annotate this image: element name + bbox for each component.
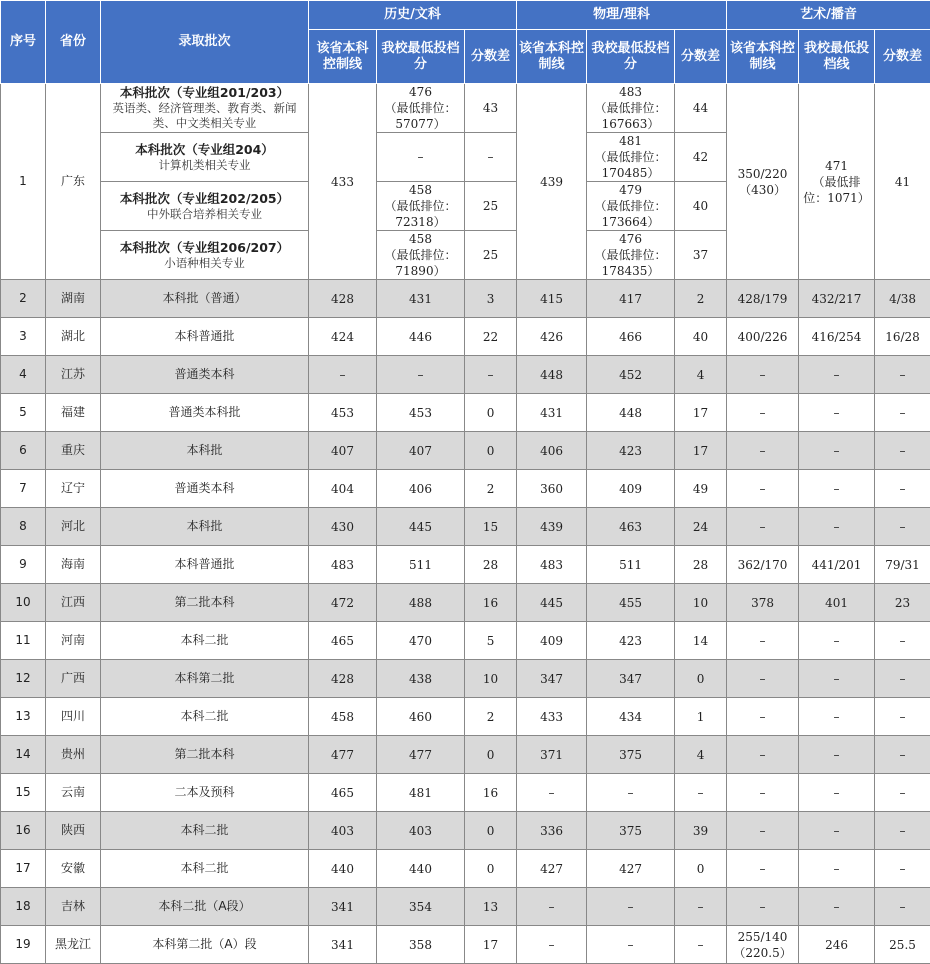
- hist-diff-cell: 0: [465, 394, 517, 432]
- art-min-score-cell: –: [799, 850, 875, 888]
- art-diff-cell: –: [875, 432, 930, 470]
- art-diff-cell: 41: [875, 84, 930, 280]
- art-min-score-cell: 432/217: [799, 280, 875, 318]
- province-cell: 广西: [46, 660, 101, 698]
- table-row: [1, 470, 930, 508]
- province-cell: 陕西: [46, 812, 101, 850]
- hist-min-score-cell: 431: [377, 280, 465, 318]
- hist-min-score-cell: 440: [377, 850, 465, 888]
- phys-diff-cell: 39: [675, 812, 727, 850]
- hist-control-line-cell: 477: [309, 736, 377, 774]
- province-cell: 云南: [46, 774, 101, 812]
- batch-cell: 二本及预科: [101, 774, 309, 812]
- province-cell: 黑龙江: [46, 926, 101, 964]
- phys-min-score-cell: 375: [587, 736, 675, 774]
- seq-cell: 4: [1, 356, 46, 394]
- phys-diff-cell: 1: [675, 698, 727, 736]
- batch-title: 本科批次（专业组206/207）: [103, 240, 306, 256]
- hist-control-line-cell: 472: [309, 584, 377, 622]
- art-control-line-cell: –: [727, 850, 799, 888]
- art-diff-cell: –: [875, 508, 930, 546]
- hist-diff-cell: –: [465, 356, 517, 394]
- art-diff-cell: –: [875, 736, 930, 774]
- art-control-line-cell: –: [727, 432, 799, 470]
- province-cell: 辽宁: [46, 470, 101, 508]
- art-diff-cell: –: [875, 850, 930, 888]
- art-min-score-cell: 441/201: [799, 546, 875, 584]
- seq-cell: 3: [1, 318, 46, 356]
- phys-diff-cell: 14: [675, 622, 727, 660]
- hist-min-score-cell: 453: [377, 394, 465, 432]
- hist-diff-cell: 2: [465, 470, 517, 508]
- table-row: [1, 508, 930, 546]
- phys-min-score-cell: 375: [587, 812, 675, 850]
- phys-control-line-cell: 360: [517, 470, 587, 508]
- art-min-score-cell: 471 （最低排 位：1071）: [799, 84, 875, 280]
- table-row-guangdong-group-1: [1, 84, 930, 133]
- hist-control-line-cell: 403: [309, 812, 377, 850]
- table-row: [1, 394, 930, 432]
- art-diff-cell: 4/38: [875, 280, 930, 318]
- phys-min-score-cell: 476 （最低排位： 178435）: [587, 231, 675, 280]
- phys-min-score-cell: 466: [587, 318, 675, 356]
- hist-min-score-cell: 358: [377, 926, 465, 964]
- phys-min-score-cell: –: [587, 926, 675, 964]
- hist-min-score-cell: 438: [377, 660, 465, 698]
- phys-control-line-cell: –: [517, 774, 587, 812]
- art-control-line-cell: 378: [727, 584, 799, 622]
- phys-min-score-cell: 511: [587, 546, 675, 584]
- province-cell: 福建: [46, 394, 101, 432]
- art-control-line-cell: 350/220 （430）: [727, 84, 799, 280]
- art-control-line-cell: –: [727, 622, 799, 660]
- batch-cell: 本科批: [101, 508, 309, 546]
- art-min-score-cell: –: [799, 432, 875, 470]
- batch-cell: 普通类本科批: [101, 394, 309, 432]
- art-diff-cell: –: [875, 812, 930, 850]
- phys-diff-cell: –: [675, 774, 727, 812]
- seq-cell: 14: [1, 736, 46, 774]
- phys-control-line-cell: 445: [517, 584, 587, 622]
- table-row: [1, 584, 930, 622]
- art-diff-cell: –: [875, 698, 930, 736]
- art-min-score-cell: –: [799, 394, 875, 432]
- batch-subtitle: 中外联合培养相关专业: [103, 207, 306, 222]
- batch-cell: 本科批: [101, 432, 309, 470]
- hist-min-score-cell: 488: [377, 584, 465, 622]
- hist-control-line-cell: 465: [309, 622, 377, 660]
- phys-control-line-cell: 433: [517, 698, 587, 736]
- phys-control-line-cell: 347: [517, 660, 587, 698]
- art-min-score-cell: 246: [799, 926, 875, 964]
- hist-min-score-cell: 458 （最低排位： 71890）: [377, 231, 465, 280]
- art-diff-cell: –: [875, 470, 930, 508]
- batch-cell: 本科二批: [101, 812, 309, 850]
- header-art-control-line: 该省本科控制线: [727, 30, 799, 84]
- art-control-line-cell: –: [727, 470, 799, 508]
- batch-cell: 第二批本科: [101, 584, 309, 622]
- province-cell: 江西: [46, 584, 101, 622]
- table-row: [1, 812, 930, 850]
- phys-diff-cell: 24: [675, 508, 727, 546]
- hist-min-score-cell: –: [377, 356, 465, 394]
- phys-control-line-cell: 415: [517, 280, 587, 318]
- hist-diff-cell: 43: [465, 84, 517, 133]
- art-min-score-cell: 401: [799, 584, 875, 622]
- hist-diff-cell: 28: [465, 546, 517, 584]
- batch-subtitle: 英语类、经济管理类、教育类、新闻类、中文类相关专业: [103, 101, 306, 131]
- header-physics-group: 物理/理科: [517, 1, 727, 30]
- phys-min-score-cell: 483 （最低排位： 167663）: [587, 84, 675, 133]
- art-min-score-cell: –: [799, 774, 875, 812]
- phys-diff-cell: 17: [675, 394, 727, 432]
- phys-min-score-cell: 448: [587, 394, 675, 432]
- phys-min-score-cell: 455: [587, 584, 675, 622]
- hist-min-score-cell: 406: [377, 470, 465, 508]
- art-min-score-cell: –: [799, 356, 875, 394]
- phys-diff-cell: 40: [675, 182, 727, 231]
- phys-diff-cell: 44: [675, 84, 727, 133]
- art-control-line-cell: –: [727, 736, 799, 774]
- phys-diff-cell: 17: [675, 432, 727, 470]
- seq-cell: 17: [1, 850, 46, 888]
- table-row: [1, 622, 930, 660]
- table-row: [1, 318, 930, 356]
- table-row: [1, 356, 930, 394]
- header-art-group: 艺术/播音: [727, 1, 930, 30]
- batch-cell: 本科批（普通）: [101, 280, 309, 318]
- phys-diff-cell: 28: [675, 546, 727, 584]
- phys-min-score-cell: 463: [587, 508, 675, 546]
- table-row: [1, 280, 930, 318]
- phys-control-line-cell: 427: [517, 850, 587, 888]
- phys-control-line-cell: –: [517, 888, 587, 926]
- hist-control-line-cell: 404: [309, 470, 377, 508]
- table-row: [1, 850, 930, 888]
- hist-min-score-cell: 446: [377, 318, 465, 356]
- phys-control-line-cell: 406: [517, 432, 587, 470]
- phys-control-line-cell: 448: [517, 356, 587, 394]
- phys-min-score-cell: 479 （最低排位： 173664）: [587, 182, 675, 231]
- phys-diff-cell: 0: [675, 660, 727, 698]
- hist-control-line-cell: 483: [309, 546, 377, 584]
- art-min-score-cell: –: [799, 660, 875, 698]
- art-control-line-cell: –: [727, 660, 799, 698]
- hist-control-line-cell: 440: [309, 850, 377, 888]
- art-diff-cell: –: [875, 888, 930, 926]
- hist-control-line-cell: 453: [309, 394, 377, 432]
- art-min-score-cell: –: [799, 508, 875, 546]
- province-cell: 湖北: [46, 318, 101, 356]
- hist-diff-cell: 13: [465, 888, 517, 926]
- phys-control-line-cell: 439: [517, 508, 587, 546]
- phys-min-score-cell: 423: [587, 432, 675, 470]
- hist-diff-cell: 3: [465, 280, 517, 318]
- hist-control-line-cell: 428: [309, 280, 377, 318]
- phys-control-line-cell: 336: [517, 812, 587, 850]
- seq-cell: 5: [1, 394, 46, 432]
- batch-title: 本科批次（专业组202/205）: [103, 191, 306, 207]
- hist-control-line-cell: 424: [309, 318, 377, 356]
- art-diff-cell: 25.5: [875, 926, 930, 964]
- table-row: [1, 698, 930, 736]
- header-phys-min-score: 我校最低投档分: [587, 30, 675, 84]
- seq-cell: 12: [1, 660, 46, 698]
- art-min-score-cell: –: [799, 888, 875, 926]
- phys-min-score-cell: 347: [587, 660, 675, 698]
- province-cell: 贵州: [46, 736, 101, 774]
- batch-cell: 普通类本科: [101, 356, 309, 394]
- art-control-line-cell: 362/170: [727, 546, 799, 584]
- art-control-line-cell: –: [727, 698, 799, 736]
- hist-diff-cell: –: [465, 133, 517, 182]
- phys-diff-cell: 42: [675, 133, 727, 182]
- hist-control-line-cell: 407: [309, 432, 377, 470]
- batch-cell: 本科普通批: [101, 318, 309, 356]
- batch-cell: [101, 133, 309, 182]
- phys-min-score-cell: –: [587, 774, 675, 812]
- hist-diff-cell: 25: [465, 182, 517, 231]
- art-control-line-cell: 400/226: [727, 318, 799, 356]
- header-art-diff: 分数差: [875, 30, 930, 84]
- hist-diff-cell: 22: [465, 318, 517, 356]
- seq-cell: 8: [1, 508, 46, 546]
- hist-diff-cell: 16: [465, 584, 517, 622]
- table-row: [1, 432, 930, 470]
- phys-min-score-cell: 481 （最低排位： 170485）: [587, 133, 675, 182]
- phys-min-score-cell: 423: [587, 622, 675, 660]
- art-control-line-cell: –: [727, 888, 799, 926]
- phys-control-line-cell: –: [517, 926, 587, 964]
- hist-control-line-cell: 433: [309, 84, 377, 280]
- phys-diff-cell: –: [675, 888, 727, 926]
- phys-diff-cell: 4: [675, 736, 727, 774]
- hist-control-line-cell: –: [309, 356, 377, 394]
- table-row: [1, 926, 930, 964]
- art-min-score-cell: –: [799, 698, 875, 736]
- seq-cell: 15: [1, 774, 46, 812]
- art-min-score-cell: –: [799, 736, 875, 774]
- province-cell: 海南: [46, 546, 101, 584]
- art-control-line-cell: 428/179: [727, 280, 799, 318]
- hist-control-line-cell: 428: [309, 660, 377, 698]
- phys-diff-cell: 49: [675, 470, 727, 508]
- header-hist-diff: 分数差: [465, 30, 517, 84]
- batch-cell: 本科第二批（A）段: [101, 926, 309, 964]
- phys-diff-cell: 4: [675, 356, 727, 394]
- art-control-line-cell: –: [727, 508, 799, 546]
- seq-cell: 13: [1, 698, 46, 736]
- art-min-score-cell: –: [799, 622, 875, 660]
- hist-min-score-cell: 476 （最低排位： 57077）: [377, 84, 465, 133]
- table-row: [1, 888, 930, 926]
- art-control-line-cell: 255/140 （220.5）: [727, 926, 799, 964]
- province-cell: 江苏: [46, 356, 101, 394]
- header-phys-diff: 分数差: [675, 30, 727, 84]
- seq-cell: 19: [1, 926, 46, 964]
- art-control-line-cell: –: [727, 774, 799, 812]
- phys-control-line-cell: 439: [517, 84, 587, 280]
- seq-cell: 1: [1, 84, 46, 280]
- art-min-score-cell: –: [799, 812, 875, 850]
- hist-min-score-cell: 460: [377, 698, 465, 736]
- hist-min-score-cell: 481: [377, 774, 465, 812]
- hist-min-score-cell: 354: [377, 888, 465, 926]
- header-art-min-score: 我校最低投档线: [799, 30, 875, 84]
- batch-title: 本科批次（专业组201/203）: [103, 85, 306, 101]
- header-history-group: 历史/文科: [309, 1, 517, 30]
- phys-control-line-cell: 483: [517, 546, 587, 584]
- hist-control-line-cell: 458: [309, 698, 377, 736]
- phys-min-score-cell: 452: [587, 356, 675, 394]
- province-cell: 湖南: [46, 280, 101, 318]
- hist-diff-cell: 0: [465, 432, 517, 470]
- phys-diff-cell: 37: [675, 231, 727, 280]
- hist-diff-cell: 0: [465, 736, 517, 774]
- batch-cell: 本科二批: [101, 622, 309, 660]
- seq-cell: 11: [1, 622, 46, 660]
- table-row: [1, 546, 930, 584]
- batch-cell: [101, 182, 309, 231]
- hist-control-line-cell: 430: [309, 508, 377, 546]
- phys-min-score-cell: 409: [587, 470, 675, 508]
- phys-diff-cell: 0: [675, 850, 727, 888]
- phys-control-line-cell: 431: [517, 394, 587, 432]
- seq-cell: 9: [1, 546, 46, 584]
- hist-control-line-cell: 341: [309, 888, 377, 926]
- hist-min-score-cell: 477: [377, 736, 465, 774]
- seq-cell: 7: [1, 470, 46, 508]
- province-cell: 河南: [46, 622, 101, 660]
- hist-diff-cell: 25: [465, 231, 517, 280]
- seq-cell: 18: [1, 888, 46, 926]
- batch-cell: 本科普通批: [101, 546, 309, 584]
- seq-cell: 10: [1, 584, 46, 622]
- batch-cell: 本科二批: [101, 850, 309, 888]
- header-province: 省份: [46, 1, 101, 84]
- phys-min-score-cell: 417: [587, 280, 675, 318]
- phys-diff-cell: 2: [675, 280, 727, 318]
- hist-min-score-cell: 470: [377, 622, 465, 660]
- phys-control-line-cell: 371: [517, 736, 587, 774]
- hist-min-score-cell: –: [377, 133, 465, 182]
- art-diff-cell: –: [875, 660, 930, 698]
- phys-diff-cell: 40: [675, 318, 727, 356]
- province-cell: 河北: [46, 508, 101, 546]
- art-control-line-cell: –: [727, 812, 799, 850]
- batch-cell: [101, 231, 309, 280]
- seq-cell: 6: [1, 432, 46, 470]
- province-cell: 吉林: [46, 888, 101, 926]
- hist-min-score-cell: 458 （最低排位： 72318）: [377, 182, 465, 231]
- art-diff-cell: –: [875, 774, 930, 812]
- batch-cell: 本科二批（A段）: [101, 888, 309, 926]
- phys-min-score-cell: 434: [587, 698, 675, 736]
- header-phys-control-line: 该省本科控制线: [517, 30, 587, 84]
- table-row: [1, 660, 930, 698]
- phys-min-score-cell: 427: [587, 850, 675, 888]
- header-hist-min-score: 我校最低投档分: [377, 30, 465, 84]
- hist-min-score-cell: 407: [377, 432, 465, 470]
- phys-diff-cell: –: [675, 926, 727, 964]
- hist-min-score-cell: 445: [377, 508, 465, 546]
- art-diff-cell: 16/28: [875, 318, 930, 356]
- batch-subtitle: 计算机类相关专业: [103, 158, 306, 173]
- phys-control-line-cell: 426: [517, 318, 587, 356]
- art-control-line-cell: –: [727, 394, 799, 432]
- art-min-score-cell: 416/254: [799, 318, 875, 356]
- batch-cell: 第二批本科: [101, 736, 309, 774]
- batch-cell: 普通类本科: [101, 470, 309, 508]
- hist-diff-cell: 2: [465, 698, 517, 736]
- header-hist-control-line: 该省本科控制线: [309, 30, 377, 84]
- hist-min-score-cell: 511: [377, 546, 465, 584]
- hist-diff-cell: 17: [465, 926, 517, 964]
- header-batch: 录取批次: [101, 1, 309, 84]
- phys-min-score-cell: –: [587, 888, 675, 926]
- batch-subtitle: 小语种相关专业: [103, 256, 306, 271]
- phys-control-line-cell: 409: [517, 622, 587, 660]
- phys-diff-cell: 10: [675, 584, 727, 622]
- table-row: [1, 736, 930, 774]
- art-diff-cell: 79/31: [875, 546, 930, 584]
- batch-cell: 本科二批: [101, 698, 309, 736]
- art-diff-cell: 23: [875, 584, 930, 622]
- province-cell: 安徽: [46, 850, 101, 888]
- art-diff-cell: –: [875, 356, 930, 394]
- province-cell: 重庆: [46, 432, 101, 470]
- table-row: [1, 774, 930, 812]
- art-diff-cell: –: [875, 394, 930, 432]
- batch-cell: 本科第二批: [101, 660, 309, 698]
- seq-cell: 2: [1, 280, 46, 318]
- batch-cell: [101, 84, 309, 133]
- art-control-line-cell: –: [727, 356, 799, 394]
- province-cell: 广东: [46, 84, 101, 280]
- seq-cell: 16: [1, 812, 46, 850]
- province-cell: 四川: [46, 698, 101, 736]
- hist-control-line-cell: 341: [309, 926, 377, 964]
- hist-diff-cell: 15: [465, 508, 517, 546]
- hist-diff-cell: 0: [465, 850, 517, 888]
- hist-diff-cell: 16: [465, 774, 517, 812]
- hist-min-score-cell: 403: [377, 812, 465, 850]
- hist-diff-cell: 0: [465, 812, 517, 850]
- art-min-score-cell: –: [799, 470, 875, 508]
- header-seq: 序号: [1, 1, 46, 84]
- batch-title: 本科批次（专业组204）: [103, 142, 306, 158]
- hist-diff-cell: 5: [465, 622, 517, 660]
- hist-diff-cell: 10: [465, 660, 517, 698]
- hist-control-line-cell: 465: [309, 774, 377, 812]
- art-diff-cell: –: [875, 622, 930, 660]
